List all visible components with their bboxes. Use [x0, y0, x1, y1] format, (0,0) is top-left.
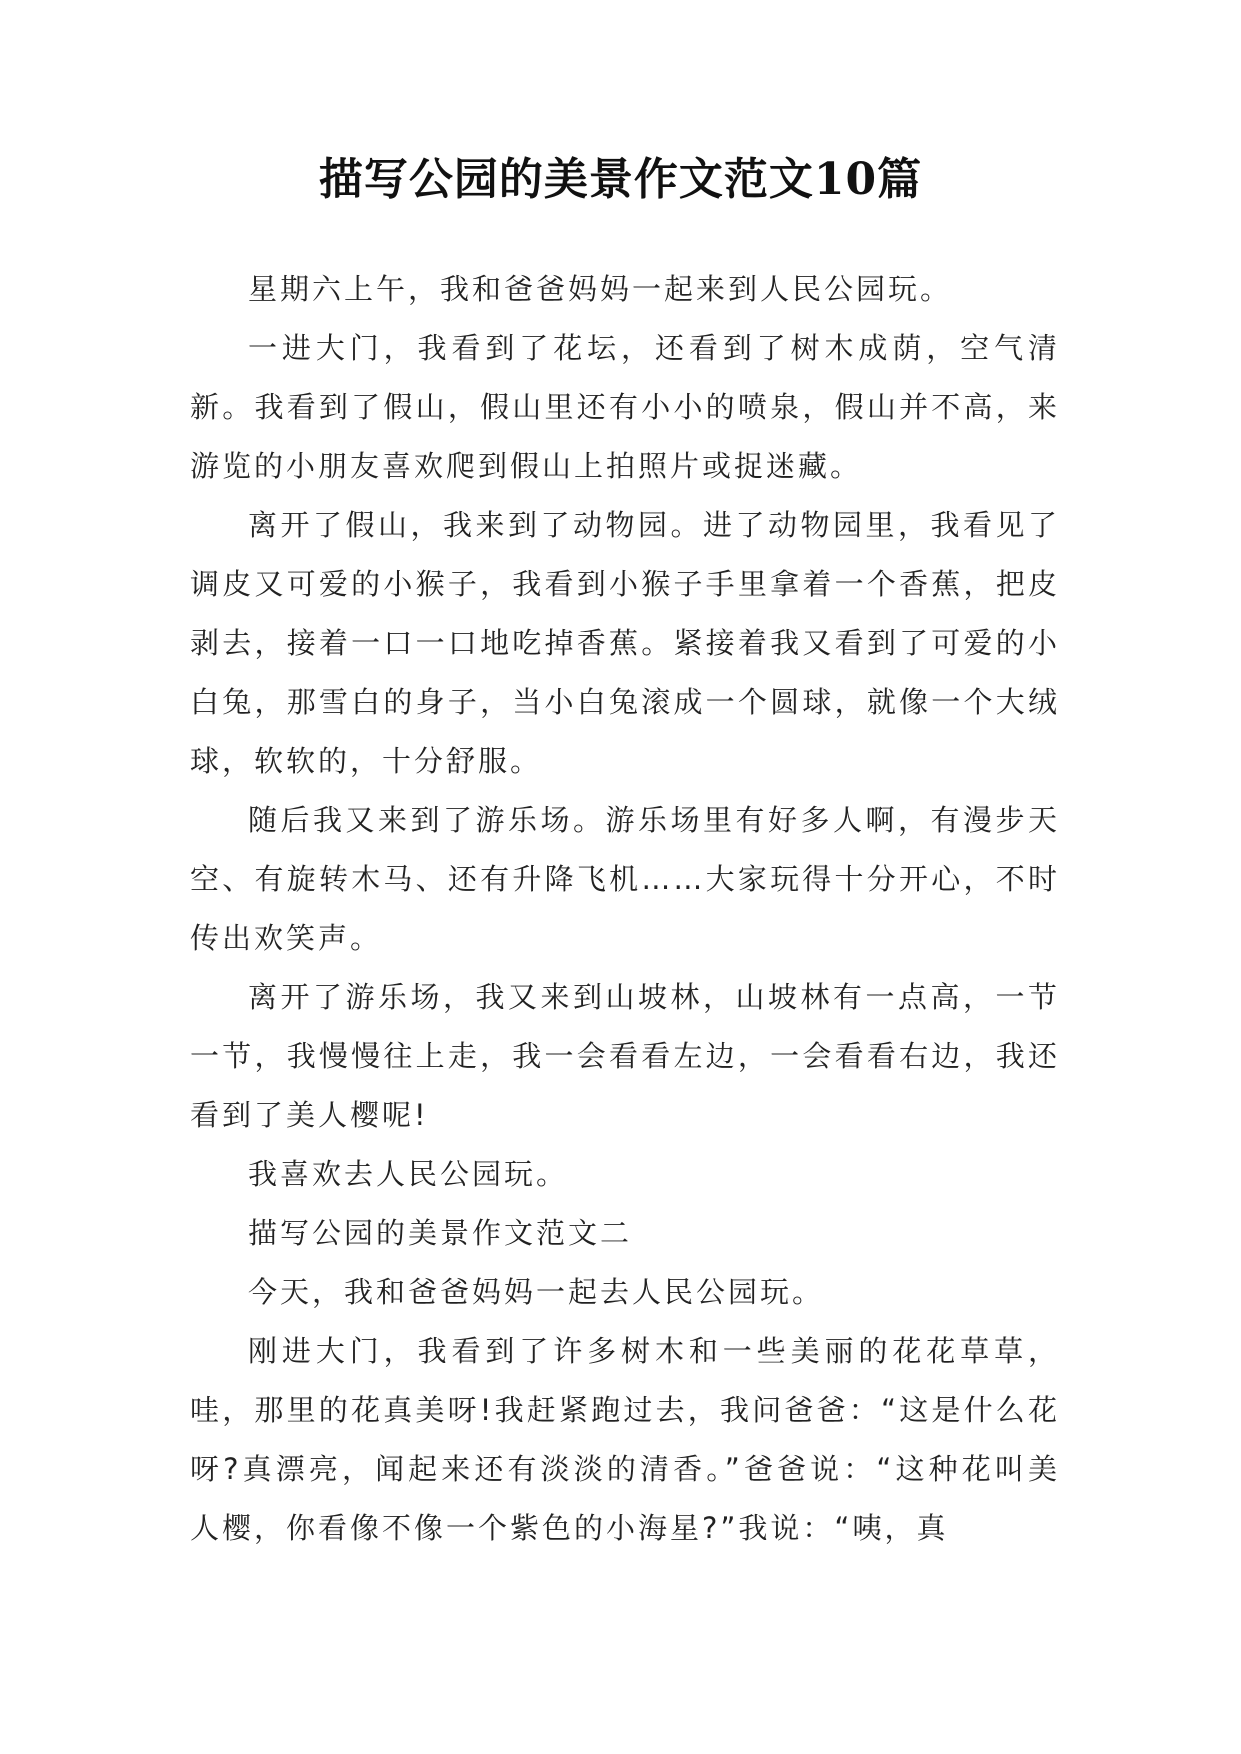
paragraph: 我喜欢去人民公园玩。 [248, 1157, 569, 1191]
paragraph: 一进大门，我看到了花坛，还看到了树木成荫，空气清新。我看到了假山，假山里还有小小的喷泉，假山并不高，来游览的小朋友喜欢爬到假山上拍照片或捉迷藏。 [190, 331, 1060, 483]
paragraph: 离开了假山，我来到了动物园。进了动物园里，我看见了调皮又可爱的小猴子，我看到小猴子手里拿着一个香蕉，把皮剥去，接着一口一口地吃掉香蕉。紧接着我又看到了可爱的小白兔，那雪白的身子，当小白兔滚成一个圆球，就像一个大绒球，软软的，十分舒服。 [190, 508, 1060, 778]
paragraph: 离开了游乐场，我又来到山坡林，山坡林有一点高，一节一节，我慢慢往上走，我一会看看左边，一会看看右边，我还看到了美人樱呢! [190, 980, 1060, 1132]
paragraph: 随后我又来到了游乐场。游乐场里有好多人啊，有漫步天空、有旋转木马、还有升降飞机……大家玩得十分开心，不时传出欢笑声。 [190, 803, 1060, 955]
paragraph: 今天，我和爸爸妈妈一起去人民公园玩。 [248, 1275, 825, 1309]
document-title: 描写公园的美景作文范文10篇 [318, 154, 923, 205]
paragraph: 星期六上午，我和爸爸妈妈一起来到人民公园玩。 [248, 272, 953, 306]
section-heading: 描写公园的美景作文范文二 [248, 1216, 633, 1250]
document-body [190, 260, 1060, 1558]
paragraph: 刚进大门，我看到了许多树木和一些美丽的花花草草，哇，那里的花真美呀!我赶紧跑过去，我问爸爸：“这是什么花呀?真漂亮，闻起来还有淡淡的清香。”爸爸说：“这种花叫美人樱，你看像不像一个紫色的小海星?”我说：“咦，真 [190, 1334, 1060, 1545]
